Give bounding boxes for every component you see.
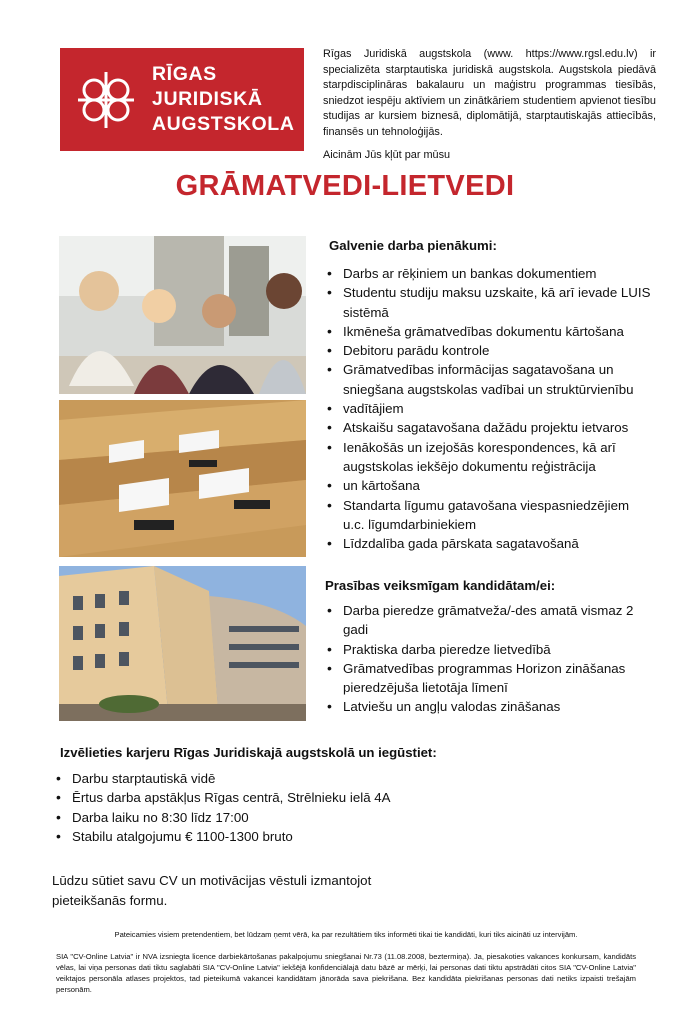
list-item: • vadītājiem — [327, 399, 652, 418]
school-logo — [60, 48, 304, 151]
list-item: • Darbu starptautiskā vidē — [56, 769, 616, 788]
thank-you-note: Pateicamies visiem pretendentiem, bet lūdzam ņemt vērā, ka par rezultātiem tiks informēti tikai tie kandidāti, kuri tiks aicināti uz intervijām. — [114, 930, 578, 939]
list-item: • Grāmatvedības informācijas sagatavošana un sniegšana augstskolas vadībai un struktūrvienību — [327, 360, 652, 399]
legal-notice: SIA "CV-Online Latvia" ir NVA izsniegta licence darbiekārtošanas pakalpojumu sniegšanai Nr.73 (11.08.2008, beztermiņa). Ja, piesakoties vakances konkursam, kandidāts vēlas, lai viņa personas dati tiktu saglabāti SIA "CV-Online Latvia" iekšējā konfidenciālajā datu bāzē ar mērķi, lai personas dati tiktu apstrādāti citos SIA "CV-Online Latvia" veiktajos personāla atlases projektos, tad pieteikumā vakancei kandidātam jānorāda sava piekrišana. Bez kandidāta piekrišanas personas dati netiks izpaisti trešajām personām. — [56, 952, 636, 994]
list-item: • Latviešu un angļu valodas zināšanas — [327, 697, 657, 716]
list-item: • Darba pieredze grāmatveža/-des amatā vismaz 2 gadi — [327, 601, 657, 640]
requirements-heading: Prasības veiksmīgam kandidātam/ei: — [325, 578, 556, 593]
list-item: • Grāmatvedības programmas Horizon zināšanas pieredzējuša lietotāja līmenī — [327, 659, 657, 698]
list-item: • Darbs ar rēķiniem un bankas dokumentiem — [327, 264, 652, 283]
logo-line-2: JURIDISKĀ — [152, 88, 263, 110]
list-item: • Studentu studiju maksu uzskaite, kā arī ievade LUIS sistēmā — [327, 283, 652, 322]
duties-list — [327, 264, 652, 553]
building-photo — [59, 566, 306, 721]
scales-emblem-icon — [74, 68, 138, 132]
duties-heading: Galvenie darba pienākumi: — [329, 238, 497, 253]
requirements-list — [327, 601, 657, 717]
list-item: • Praktiska darba pieredze lietvedībā — [327, 640, 657, 659]
school-intro: Rīgas Juridiskā augstskola (www. https://www.rgsl.edu.lv) ir specializēta starptautiska juridiskā augstskola. Augstskola piedāvā starpdisciplināras bakalauru un maģistru programmas tiesībās, sniedzot iespēju aktīviem un zinātkāriem studentiem apvienot tiesību studijas ar kursiem biznesā, diplomātijā, starptautiskajās attiecībās, finansēs un tehnoloģijās. — [323, 48, 656, 138]
list-item: • Ērtus darba apstākļus Rīgas centrā, Strēlnieku ielā 4A — [56, 788, 616, 807]
list-item: • Atskaišu sagatavošana dažādu projektu ietvaros — [327, 418, 652, 437]
offer-list — [56, 769, 616, 846]
list-item: • Stabilu atalgojumu € 1100-1300 bruto — [56, 827, 616, 846]
lecture-hall-photo — [59, 400, 306, 557]
application-instructions: Lūdzu sūtiet savu CV un motivācijas vēstuli izmantojot pieteikšanās formu. — [52, 873, 372, 908]
list-item: • Līdzdalība gada pārskata sagatavošanā — [327, 534, 652, 553]
logo-wordmark — [152, 62, 295, 137]
list-item: • Debitoru parādu kontrole — [327, 341, 652, 360]
offer-heading: Izvēlieties karjeru Rīgas Juridiskajā augstskolā un iegūstiet: — [60, 745, 437, 760]
list-item: • Darba laiku no 8:30 līdz 17:00 — [56, 808, 616, 827]
position-title: GRĀMATVEDI-LIETVEDI — [175, 170, 515, 202]
list-item: • Ikmēneša grāmatvedības dokumentu kārtošana — [327, 322, 652, 341]
call-to-action: Aicinām Jūs kļūt par mūsu — [323, 149, 451, 161]
logo-line-3: AUGSTSKOLA — [152, 113, 295, 135]
students-photo — [59, 236, 306, 394]
list-item: • Ienākošās un izejošās korespondences, kā arī augstskolas iekšējo dokumentu reģistrācija — [327, 438, 652, 477]
list-item: • un kārtošana — [327, 476, 652, 495]
list-item: • Standarta līgumu gatavošana viespasniedzējiem u.c. līgumdarbiniekiem — [327, 496, 652, 535]
logo-line-1: RĪGAS — [152, 63, 217, 85]
